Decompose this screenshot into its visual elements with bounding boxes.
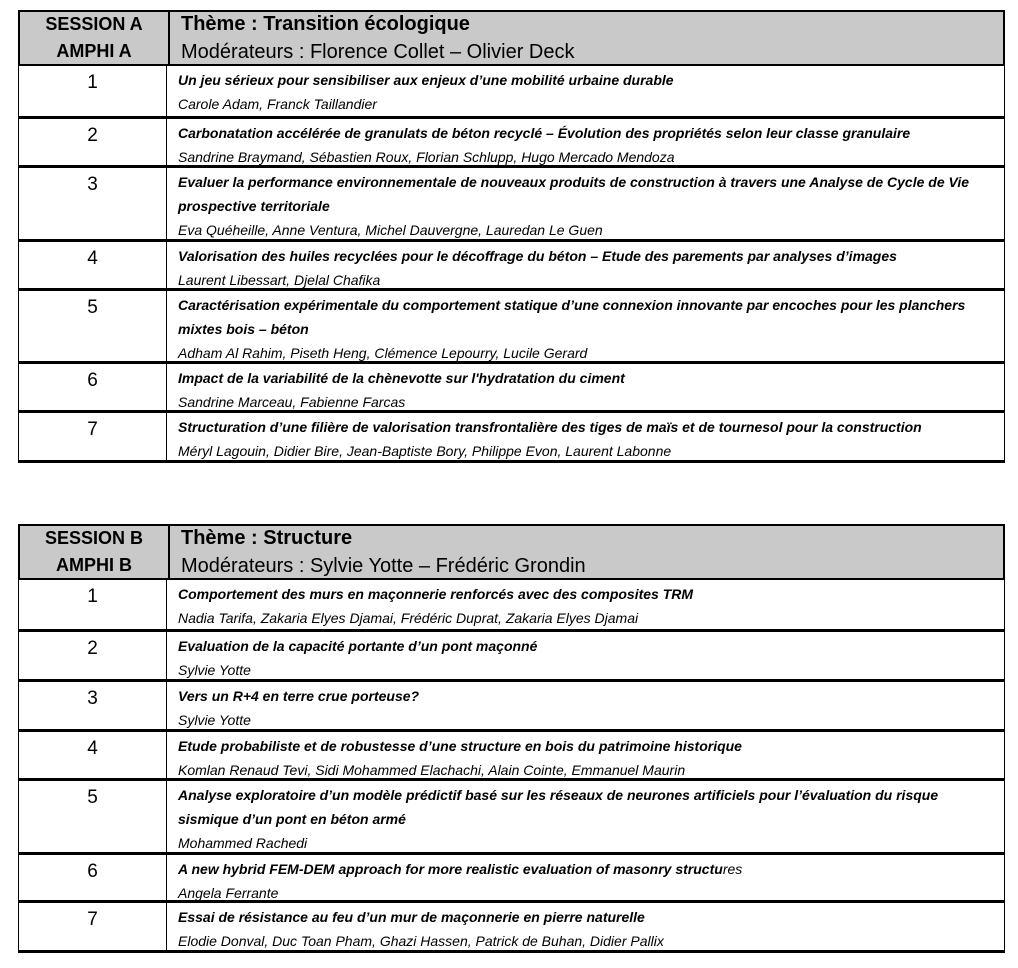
row-number: 6 <box>19 364 167 410</box>
paper-title: Essai de résistance au feu d’un mur de maçonnerie en pierre naturelle <box>178 909 645 925</box>
table-row <box>18 903 1005 953</box>
paper-title: Caractérisation expérimentale du comportement statique d’une connexion innovante par encoches pour les planchers mixtes bois – béton <box>178 297 966 337</box>
row-content <box>167 242 1004 288</box>
table-row <box>18 682 1005 732</box>
table-row <box>18 242 1005 291</box>
paper-title: Un jeu sérieux pour sensibiliser aux enjeux d’une mobilité urbaine durable <box>178 72 674 88</box>
paper-title: Analyse exploratoire d’un modèle prédictif basé sur les réseaux de neurones artificiels pour l’évaluation du risque sismique d’un pont en béton armé <box>178 787 939 827</box>
row-number: 2 <box>19 119 167 165</box>
session-label <box>20 526 170 578</box>
row-number: 2 <box>19 632 167 679</box>
row-content <box>167 168 1004 239</box>
paper-authors: Méryl Lagouin, Didier Bire, Jean-Baptiste Bory, Philippe Evon, Laurent Labonne <box>178 443 672 459</box>
paper-authors: Angela Ferrante <box>178 885 279 901</box>
row-number: 7 <box>19 413 167 460</box>
paper-authors: Laurent Libessart, Djelal Chafika <box>178 272 381 288</box>
paper-title: Impact de la variabilité de la chènevotte sur l'hydratation du ciment <box>178 370 625 386</box>
paper-authors: Sandrine Braymand, Sébastien Roux, Florian Schlupp, Hugo Mercado Mendoza <box>178 149 675 165</box>
paper-authors: Sylvie Yotte <box>178 712 251 728</box>
session-moderators: Modérateurs : Sylvie Yotte – Frédéric Grondin <box>181 555 586 577</box>
paper-title: Comportement des murs en maçonnerie renforcés avec des composites TRM <box>178 586 694 602</box>
row-number: 4 <box>19 242 167 288</box>
paper-title: Etude probabiliste et de robustesse d’une structure en bois du patrimoine historique <box>178 738 742 754</box>
session-b-table <box>18 524 1005 953</box>
table-row <box>18 732 1005 781</box>
session-theme: Thème : Transition écologique <box>181 13 470 35</box>
row-number: 4 <box>19 732 167 778</box>
table-row <box>18 119 1005 168</box>
session-label-line1: SESSION B <box>44 528 144 548</box>
paper-title-tail: res <box>722 861 743 877</box>
paper-title: Vers un R+4 en terre crue porteuse? <box>178 688 420 704</box>
paper-title: Evaluation de la capacité portante d’un pont maçonné <box>178 638 538 654</box>
row-number: 5 <box>19 781 167 852</box>
row-content <box>167 903 1004 950</box>
row-content <box>167 632 1004 679</box>
row-content <box>167 291 1004 361</box>
paper-title-main: A new hybrid FEM-DEM approach for more realistic evaluation of masonry structu <box>178 861 723 877</box>
paper-authors: Nadia Tarifa, Zakaria Elyes Djamai, Frédéric Duprat, Zakaria Elyes Djamai <box>178 610 639 626</box>
session-header <box>18 524 1005 580</box>
row-content <box>167 119 1004 165</box>
paper-title: Structuration d’une filière de valorisation transfrontalière des tiges de maïs et de tournesol pour la construction <box>178 419 922 435</box>
session-label <box>20 12 170 64</box>
table-row <box>18 413 1005 463</box>
paper-title <box>178 857 996 881</box>
session-theme-cell <box>170 12 1003 64</box>
paper-authors: Adham Al Rahim, Piseth Heng, Clémence Lepourry, Lucile Gerard <box>178 345 588 361</box>
session-label-line2: AMPHI A <box>56 41 132 61</box>
table-row <box>18 580 1005 632</box>
row-number: 1 <box>19 66 167 116</box>
table-row <box>18 632 1005 682</box>
row-number: 6 <box>19 855 167 900</box>
row-content <box>167 855 1004 900</box>
table-row <box>18 781 1005 855</box>
table-row <box>18 66 1005 119</box>
row-number: 7 <box>19 903 167 950</box>
session-theme: Thème : Structure <box>181 527 353 549</box>
row-content <box>167 682 1004 729</box>
paper-title: Evaluer la performance environnementale de nouveaux produits de construction à travers une Analyse de Cycle de Vie prospective territoriale <box>178 174 969 214</box>
session-moderators: Modérateurs : Florence Collet – Olivier Deck <box>181 41 575 63</box>
table-row <box>18 291 1005 364</box>
session-a-table <box>18 10 1005 463</box>
paper-title: Valorisation des huiles recyclées pour le décoffrage du béton – Etude des parements par analyses d’images <box>178 248 897 264</box>
row-number: 1 <box>19 580 167 629</box>
row-number: 3 <box>19 682 167 729</box>
session-theme-cell <box>170 526 1003 578</box>
row-content <box>167 732 1004 778</box>
row-content <box>167 413 1004 460</box>
table-row <box>18 168 1005 242</box>
paper-authors: Sandrine Marceau, Fabienne Farcas <box>178 394 406 410</box>
paper-title: Carbonatation accélérée de granulats de béton recyclé – Évolution des propriétés selon leur classe granulaire <box>178 125 911 141</box>
row-content <box>167 781 1004 852</box>
session-label-line2: AMPHI B <box>56 555 132 575</box>
paper-authors: Sylvie Yotte <box>178 662 251 678</box>
row-number: 3 <box>19 168 167 239</box>
table-row <box>18 855 1005 903</box>
paper-authors: Komlan Renaud Tevi, Sidi Mohammed Elachachi, Alain Cointe, Emmanuel Maurin <box>178 762 686 778</box>
session-label-line1: SESSION A <box>45 14 143 34</box>
row-content <box>167 66 1004 116</box>
paper-authors: Eva Quéheille, Anne Ventura, Michel Dauvergne, Lauredan Le Guen <box>178 222 603 238</box>
row-content <box>167 580 1004 629</box>
paper-authors: Elodie Donval, Duc Toan Pham, Ghazi Hassen, Patrick de Buhan, Didier Pallix <box>178 933 664 949</box>
session-header <box>18 10 1005 66</box>
paper-authors: Mohammed Rachedi <box>178 835 308 851</box>
row-number: 5 <box>19 291 167 361</box>
table-row <box>18 364 1005 413</box>
row-content <box>167 364 1004 410</box>
paper-authors: Carole Adam, Franck Taillandier <box>178 96 377 112</box>
